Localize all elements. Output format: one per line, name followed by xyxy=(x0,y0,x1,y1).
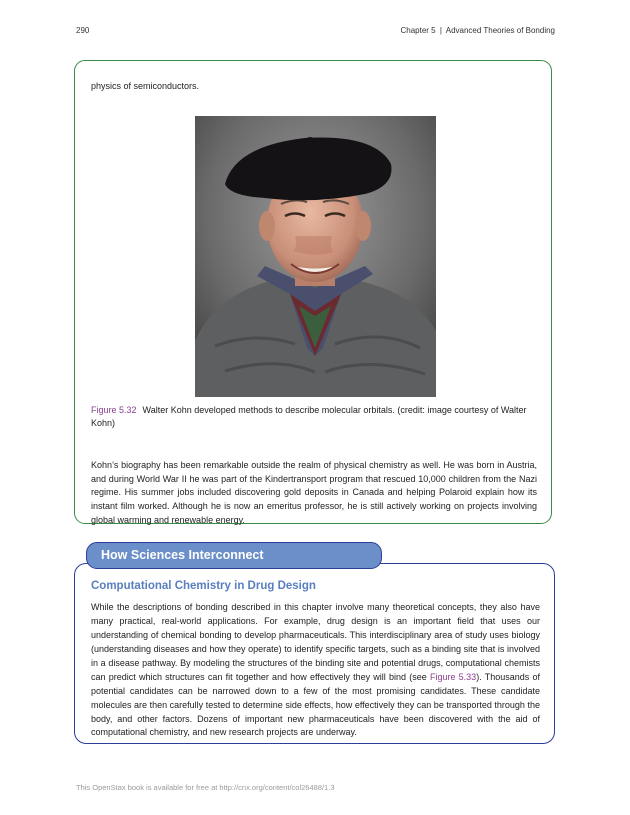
feature-title: Computational Chemistry in Drug Design xyxy=(91,580,316,592)
feature-paragraph xyxy=(91,601,540,740)
feature-tab: How Sciences Interconnect xyxy=(86,542,382,569)
portrait-illustration xyxy=(195,116,436,397)
chapter-title: Advanced Theories of Bonding xyxy=(445,26,555,35)
profile-box xyxy=(74,60,552,524)
chapter-number: Chapter 5 xyxy=(400,26,436,35)
page-number: 290 xyxy=(76,26,90,35)
portrait-photo xyxy=(195,116,436,397)
footer-note: This OpenStax book is available for free at http://cnx.org/content/col26488/1.3 xyxy=(76,783,335,792)
figure-5-33-link[interactable]: Figure 5.33 xyxy=(429,671,477,682)
running-head xyxy=(401,26,556,35)
feature-paragraph-part1: While the descriptions of bonding described in this chapter involve many theoretical concepts, they also have many practical, real-world applications. For example, drug design is an important field that uses our understanding of chemical bonding to develop pharmaceuticals. This interdisciplinary area of study uses biology (understanding diseases and how they operate) to identify specific targets, such as a binding site that is involved in a disease pathway. By modeling the structures of the binding site and potential drugs, computational chemists can predict which structures can fit together and how effectively they will bind (see xyxy=(91,602,540,682)
feature-box xyxy=(74,563,555,744)
figure-label: Figure 5.32 xyxy=(91,405,137,415)
figure-caption xyxy=(91,404,537,430)
running-head-separator: | xyxy=(439,26,442,35)
lead-text: physics of semiconductors. xyxy=(91,81,200,91)
figure-caption-text: Walter Kohn developed methods to describe molecular orbitals. (credit: image courtesy of Walter Kohn) xyxy=(91,405,527,429)
feature-paragraph-part2: ). Thousands of potential candidates can be narrowed down to a few of the most promising candidates. These candidate molecules are then carefully tested to determine side effects, how effectively they can be transported through the body, and other factors. Dozens of important new pharmaceuticals have been discovered with the aid of computational chemistry, and new research projects are underway. xyxy=(91,671,540,738)
biography-paragraph: Kohn’s biography has been remarkable outside the realm of physical chemistry as well. He was born in Austria, and during World War II he was part of the Kindertransport program that rescued 10,000 children from the Nazi regime. His summer jobs included discovering gold deposits in Canada and helping Polaroid explain how its instant film worked. Although he is now an emeritus professor, he is still actively working on projects involving global warming and renewable energy. xyxy=(91,460,537,525)
